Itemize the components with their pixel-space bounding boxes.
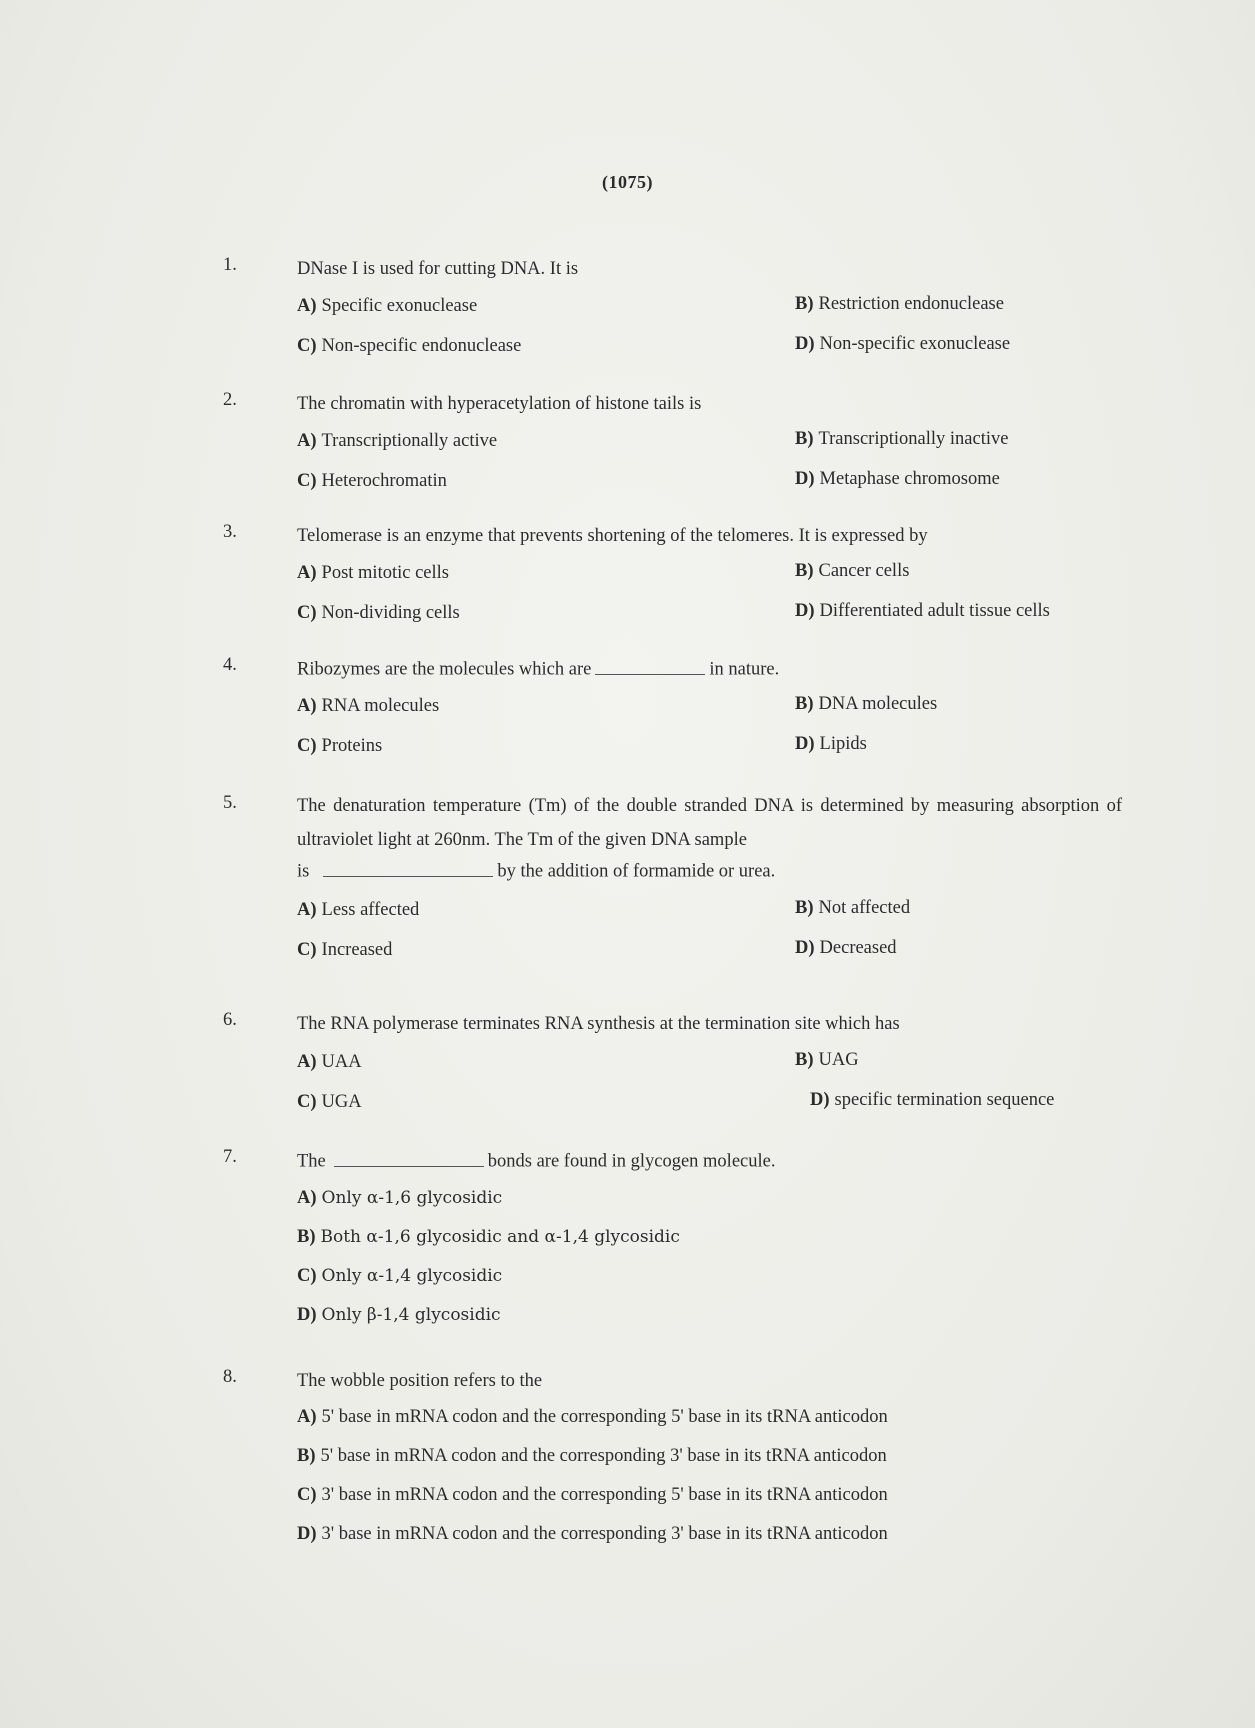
option-b <box>297 1227 680 1248</box>
question-text-after: bonds are found in glycogen molecule. <box>487 1151 776 1172</box>
option-text: Post mitotic cells <box>321 563 449 583</box>
question-text: The chromatin with hyperacetylation of histone tails is <box>297 394 702 414</box>
option-letter: B) <box>297 1446 316 1466</box>
option-text: Restriction endonuclease <box>818 294 1004 314</box>
question-number: 6. <box>223 1010 237 1030</box>
option-letter: D) <box>795 469 815 489</box>
option-text: DNA molecules <box>818 694 938 714</box>
option-text: Heterochromatin <box>321 471 447 491</box>
option-letter: B) <box>795 1050 814 1070</box>
option-b <box>795 898 910 919</box>
option-letter: B) <box>297 1227 316 1247</box>
option-text: Less affected <box>321 900 420 920</box>
option-letter: B) <box>795 898 814 918</box>
option-a <box>297 296 477 317</box>
option-b <box>795 1050 859 1071</box>
option-d <box>795 334 1010 355</box>
option-c <box>297 471 447 492</box>
question-number: 2. <box>223 390 237 410</box>
question-number: 7. <box>223 1147 237 1167</box>
option-text: Both α-1,6 glycosidic and α-1,4 glycosidic <box>320 1227 680 1247</box>
option-letter: A) <box>297 900 317 920</box>
option-a <box>297 696 439 717</box>
option-d <box>297 1524 888 1545</box>
question-text-before: Ribozymes are the molecules which are <box>297 659 592 680</box>
question-text: The RNA polymerase terminates RNA synthesis at the termination site which has <box>297 1014 900 1034</box>
option-text: Proteins <box>321 736 383 756</box>
option-letter: C) <box>297 603 317 623</box>
option-letter: D) <box>795 938 815 958</box>
option-d <box>297 1305 501 1326</box>
option-text: UAA <box>321 1052 362 1072</box>
option-letter: D) <box>810 1090 830 1110</box>
option-text: Cancer cells <box>818 561 910 581</box>
option-letter: C) <box>297 736 317 756</box>
option-letter: C) <box>297 471 317 491</box>
option-d <box>795 601 1050 622</box>
question-text-before: The <box>297 1151 326 1172</box>
option-d <box>795 938 897 959</box>
option-text: Metaphase chromosome <box>819 469 1000 489</box>
question-text <box>297 789 1122 857</box>
option-text: Decreased <box>819 938 897 958</box>
option-text: UGA <box>321 1092 362 1112</box>
option-b <box>795 561 909 582</box>
answer-blank <box>595 655 705 675</box>
option-c <box>297 336 521 357</box>
option-c <box>297 1266 502 1287</box>
question-text-before: is <box>297 861 310 882</box>
question-text-after: by the addition of formamide or urea. <box>497 861 776 882</box>
option-c <box>297 1092 362 1113</box>
option-letter: A) <box>297 1188 317 1208</box>
question-number: 5. <box>223 793 237 813</box>
question-number: 4. <box>223 655 237 675</box>
option-text: Specific exonuclease <box>321 296 478 316</box>
option-letter: B) <box>795 294 814 314</box>
option-text: Only β-1,4 glycosidic <box>321 1305 501 1325</box>
option-letter: D) <box>297 1305 317 1325</box>
option-b <box>297 1446 887 1467</box>
option-a <box>297 1052 362 1073</box>
question-text: DNase I is used for cutting DNA. It is <box>297 259 579 279</box>
option-text: 5' base in mRNA codon and the corresponding 3' base in its tRNA anticodon <box>320 1446 887 1466</box>
option-a <box>297 431 497 452</box>
option-c <box>297 736 382 757</box>
option-letter: D) <box>297 1524 317 1544</box>
option-letter: C) <box>297 940 317 960</box>
option-d <box>795 469 1000 490</box>
option-letter: D) <box>795 334 815 354</box>
option-letter: D) <box>795 601 815 621</box>
option-c <box>297 1485 888 1506</box>
question-text-after: in nature. <box>709 659 780 680</box>
option-letter: C) <box>297 1266 317 1286</box>
option-letter: C) <box>297 1485 317 1505</box>
option-a <box>297 1407 888 1428</box>
option-d <box>810 1090 1054 1111</box>
option-b <box>795 294 1004 315</box>
option-text: RNA molecules <box>321 696 440 716</box>
option-text: Transcriptionally active <box>321 431 498 451</box>
question-text <box>297 655 1127 685</box>
option-letter: A) <box>297 696 317 716</box>
option-letter: D) <box>795 734 815 754</box>
option-letter: A) <box>297 1052 317 1072</box>
question-text-line1: The denaturation temperature (Tm) of the double stranded DNA is determined by measuring absorption of ultraviolet light at 260nm. The Tm of the given DNA sample <box>297 796 1122 850</box>
question-number: 3. <box>223 522 237 542</box>
option-text: Transcriptionally inactive <box>818 429 1009 449</box>
option-text: Non-dividing cells <box>321 603 460 623</box>
option-text: Non-specific exonuclease <box>819 334 1011 354</box>
answer-blank <box>323 857 493 877</box>
option-c <box>297 603 460 624</box>
option-text: Differentiated adult tissue cells <box>819 601 1050 621</box>
option-c <box>297 940 392 961</box>
question-number: 8. <box>223 1367 237 1387</box>
option-letter: A) <box>297 431 317 451</box>
option-letter: B) <box>795 694 814 714</box>
option-text: UAG <box>818 1050 859 1070</box>
question-number: 1. <box>223 255 237 275</box>
question-text: The wobble position refers to the <box>297 1371 543 1391</box>
option-text: 3' base in mRNA codon and the corresponding 3' base in its tRNA anticodon <box>321 1524 888 1544</box>
option-b <box>795 429 1008 450</box>
option-text: 5' base in mRNA codon and the corresponding 5' base in its tRNA anticodon <box>321 1407 888 1427</box>
option-a <box>297 900 419 921</box>
question-text <box>297 1147 1127 1177</box>
option-text: specific termination sequence <box>834 1090 1055 1110</box>
option-letter: C) <box>297 336 317 356</box>
option-text: 3' base in mRNA codon and the corresponding 5' base in its tRNA anticodon <box>321 1485 888 1505</box>
option-letter: B) <box>795 561 814 581</box>
option-text: Lipids <box>819 734 867 754</box>
option-b <box>795 694 937 715</box>
question-text-continuation <box>297 857 1127 887</box>
option-text: Only α-1,4 glycosidic <box>321 1266 503 1286</box>
question-text: Telomerase is an enzyme that prevents shortening of the telomeres. It is expressed by <box>297 526 928 546</box>
option-letter: B) <box>795 429 814 449</box>
option-a <box>297 1188 502 1209</box>
page-code: (1075) <box>602 172 653 192</box>
option-letter: A) <box>297 1407 317 1427</box>
option-letter: A) <box>297 296 317 316</box>
option-letter: C) <box>297 1092 317 1112</box>
option-a <box>297 563 449 584</box>
option-text: Not affected <box>818 898 911 918</box>
option-text: Only α-1,6 glycosidic <box>321 1188 503 1208</box>
option-text: Increased <box>321 940 393 960</box>
option-letter: A) <box>297 563 317 583</box>
option-d <box>795 734 867 755</box>
option-text: Non-specific endonuclease <box>321 336 522 356</box>
answer-blank <box>334 1147 484 1167</box>
